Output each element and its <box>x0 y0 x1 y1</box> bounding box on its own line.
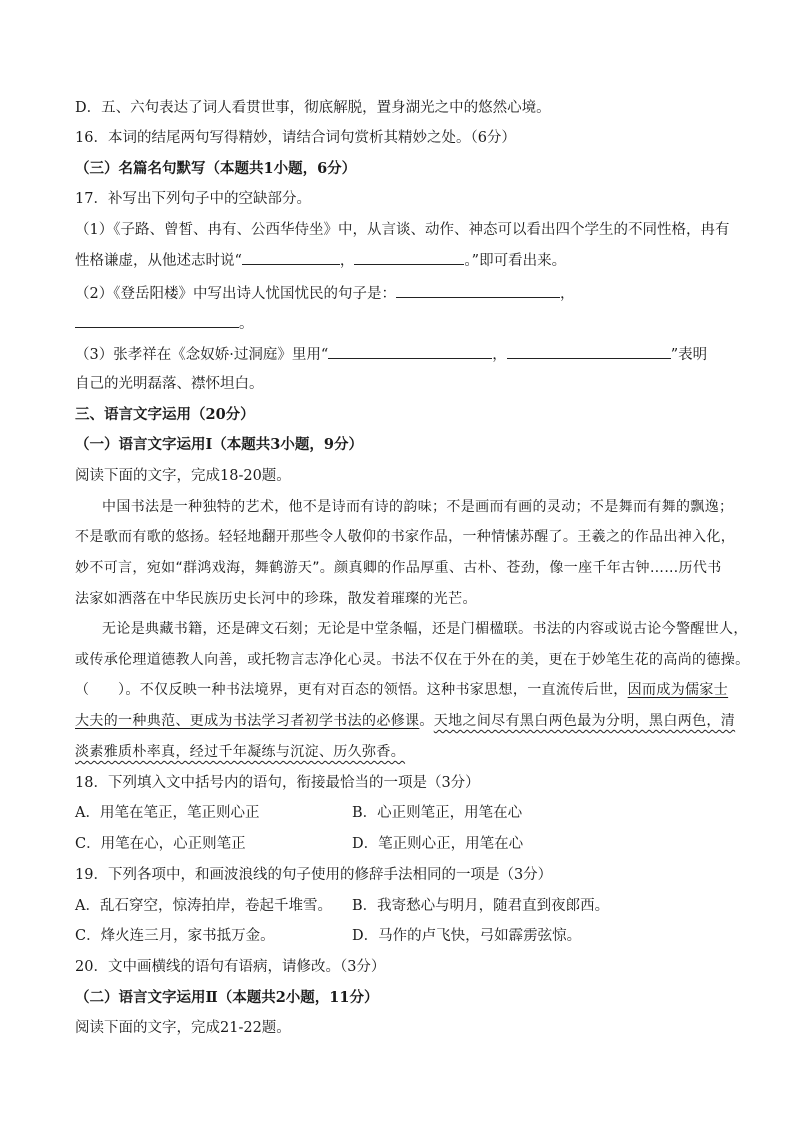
q19-question: 19．下列各项中，和画波浪线的句子使用的修辞手法相同的一项是（3分） <box>75 867 553 883</box>
passage-p2-l3 <box>75 680 728 700</box>
underlined-sentence-start: 因而成为儒家士 <box>627 682 729 698</box>
q19-option-d[interactable]: D．马作的卢飞快，弓如霹雳弦惊。 <box>352 928 582 944</box>
wavy-sentence-end: 淡素雅质朴率真，经过千年凝练与沉淀、历久弥香。 <box>75 744 406 760</box>
q19-option-a[interactable]: A．乱石穿空，惊涛拍岸，卷起千堆雪。 <box>75 898 332 914</box>
q17-2-text-a: （2）《登岳阳楼》中写出诗人忧国忧民的句子是： <box>75 286 396 302</box>
passage-p1-l3: 妙不可言，宛如“群鸿戏海，舞鹤游天”。颜真卿的作品厚重、古朴、苍劲，像一座千年古钟……历代书 <box>75 560 722 576</box>
q17-1-text-c: 。”即可看出来。 <box>464 253 567 269</box>
underlined-sentence-end: 大夫的一种典范、更成为书法学习者初学书法的必修课 <box>75 713 420 729</box>
q15-option-d: D．五、六句表达了词人看贯世事，彻底解脱，置身湖光之中的悠然心境。 <box>75 100 551 116</box>
section-heading-mingju: （三）名篇名句默写（本题共1小题，6分） <box>75 160 357 177</box>
q17-2-line1 <box>75 283 574 304</box>
passage-p2-l1: 无论是典藏书籍，还是碑文石刻；无论是中堂条幅，还是门楣楹联。书法的内容或说古论今警醒世人， <box>102 621 748 637</box>
q18-option-b[interactable]: B．心正则笔正，用笔在心 <box>352 805 523 821</box>
q17-question: 17．补写出下列句子中的空缺部分。 <box>75 191 311 207</box>
passage-p1-l1: 中国书法是一种独特的艺术，他不是诗而有诗的韵味；不是画而有画的灵动；不是舞而有舞的飘逸； <box>102 499 734 515</box>
passage-p2-l3-text: （ ）。不仅反映一种书法境界，更有对百态的领悟。这种书家思想，一直流传后世， <box>75 682 628 698</box>
q20-question: 20．文中画横线的语句有语病，请修改。（3分） <box>75 959 386 975</box>
q17-3-line2: 自己的光明磊落、襟怀坦白。 <box>75 376 264 392</box>
q17-2-blank-1[interactable] <box>396 283 560 298</box>
q18-option-d[interactable]: D．笔正则心正，用笔在心 <box>352 836 524 852</box>
q18-option-c[interactable]: C．用笔在心，心正则笔正 <box>75 836 246 852</box>
q17-2-line2 <box>75 313 254 334</box>
read-instruction-1: 阅读下面的文字，完成18-20题。 <box>75 468 291 484</box>
q17-2-blank-2[interactable] <box>75 313 239 328</box>
q17-1-line2 <box>75 250 566 271</box>
q17-3-blank-1[interactable] <box>328 344 492 359</box>
passage-p2-l2: 或传承伦理道德教人向善，或托物言志净化心灵。书法不仅在于外在的美，更在于妙笔生花的高尚的德操。 <box>75 652 750 668</box>
q17-1-text-a: 性格谦虚，从他述志时说“ <box>75 253 242 269</box>
passage-p1-l4: 法家如洒落在中华民族历史长河中的珍珠，散发着璀璨的光芒。 <box>75 591 477 607</box>
q17-1-line1: （1）《子路、曾皙、冉有、公西华侍坐》中，从言谈、动作、神态可以看出四个学生的不同性格，冉有 <box>75 222 730 238</box>
q19-option-c[interactable]: C．烽火连三月，家书抵万金。 <box>75 928 275 944</box>
passage-p1-l2: 不是歌而有歌的悠扬。轻轻地翻开那些令人敬仰的书家作品，一种情愫苏醒了。王羲之的作品出神入化， <box>75 529 736 545</box>
passage-p2-l4 <box>75 711 735 731</box>
q17-3-text-a: （3）张孝祥在《念奴娇·过洞庭》里用“ <box>75 347 329 363</box>
q17-3-blank-2[interactable] <box>507 344 671 359</box>
passage-p2-l5 <box>75 742 405 762</box>
read-instruction-2: 阅读下面的文字，完成21-22题。 <box>75 1020 291 1036</box>
q17-1-blank-2[interactable] <box>354 250 464 265</box>
q19-option-b[interactable]: B．我寄愁心与明月，随君直到夜郎西。 <box>352 898 610 914</box>
q17-1-blank-1[interactable] <box>242 250 340 265</box>
wavy-sentence-start: 天地之间尽有黑白两色最为分明，黑白两色，清 <box>433 713 736 729</box>
q17-3-text-b: ， <box>492 347 507 363</box>
part3-sub1-heading: （一）语言文字运用Ⅰ（本题共3小题，9分） <box>75 436 363 453</box>
part3-heading: 三、语言文字运用（20分） <box>75 406 255 423</box>
q17-1-text-b: ， <box>339 253 355 269</box>
part3-sub2-heading: （二）语言文字运用Ⅱ（本题共2小题，11分） <box>75 989 379 1006</box>
q17-3-line1 <box>75 344 707 365</box>
q18-option-a[interactable]: A．用笔在笔正，笔正则心正 <box>75 805 260 821</box>
passage-p2-l4-punct: 。 <box>419 713 434 729</box>
q16-question: 16．本词的结尾两句写得精妙，请结合词句赏析其精妙之处。（6分） <box>75 130 516 146</box>
q17-2-text-c: 。 <box>239 316 254 332</box>
q18-question: 18．下列填入文中括号内的语句，衔接最恰当的一项是（3分） <box>75 775 480 791</box>
q17-3-text-c: ”表明 <box>670 347 708 363</box>
q17-2-text-b: ， <box>559 286 575 302</box>
